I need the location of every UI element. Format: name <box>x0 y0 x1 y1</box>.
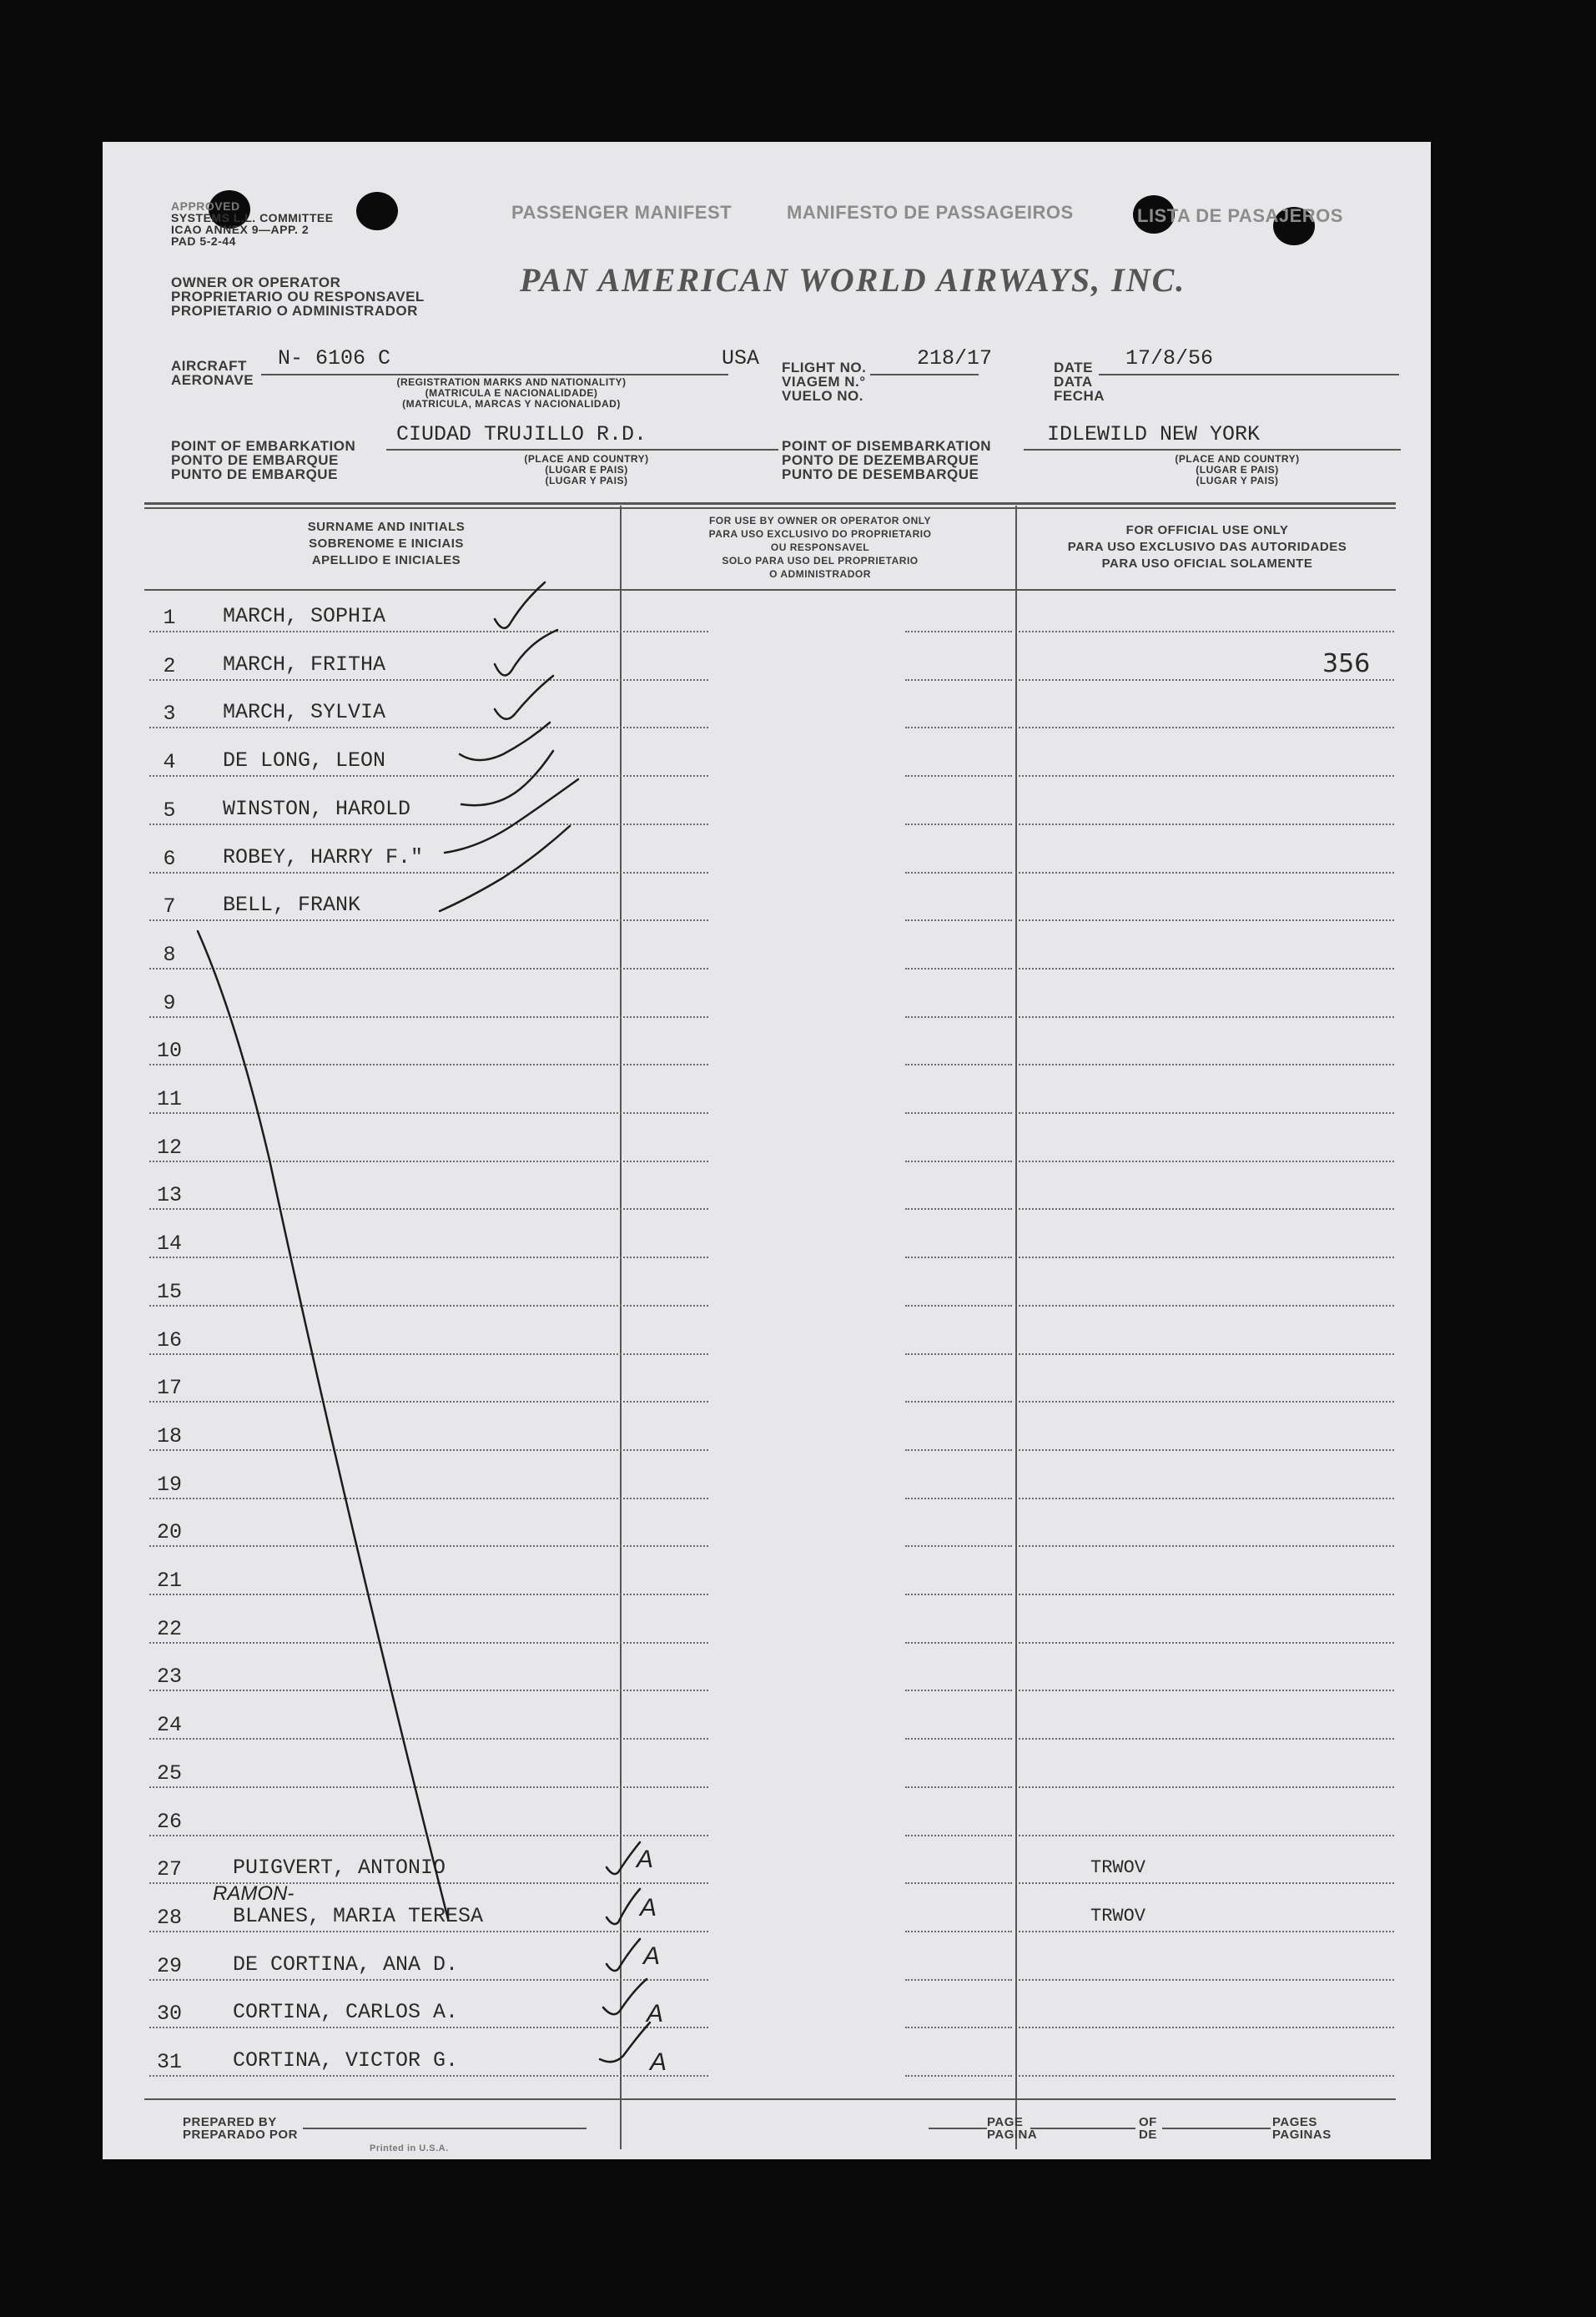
aircraft-label-pt: AERONAVE <box>171 372 254 388</box>
row-number: 31 <box>156 2050 182 2074</box>
date-value: 17/8/56 <box>1125 346 1214 370</box>
disembarkation-sub-pt: (LUGAR E PAIS) <box>1196 464 1279 476</box>
check-mark <box>460 723 550 760</box>
row-number: 24 <box>156 1713 182 1737</box>
passenger-name: DE CORTINA, ANA D. <box>233 1952 459 1977</box>
prepared-label <box>183 2116 298 2141</box>
check-mark <box>495 630 557 675</box>
disembarkation-sub-es: (LUGAR Y PAIS) <box>1196 475 1279 486</box>
passenger-name: WINSTON, HAROLD <box>223 797 411 821</box>
passenger-name: DE LONG, LEON <box>223 748 386 773</box>
pages-label-en: PAGES <box>1272 2115 1317 2129</box>
aircraft-sub-es: (MATRICULA, MARCAS Y NACIONALIDAD) <box>402 398 621 410</box>
row-number: 3 <box>163 702 176 726</box>
owner-label-pt: PROPRIETARIO OU RESPONSAVEL <box>171 289 425 305</box>
passenger-name: PUIGVERT, ANTONIO <box>233 1856 446 1880</box>
aircraft-nationality: USA <box>722 346 760 370</box>
column-header-line: PARA USO EXCLUSIVO DAS AUTORIDADES <box>1067 540 1347 554</box>
date-label-es: FECHA <box>1054 388 1105 404</box>
column-header-line: OU RESPONSAVEL <box>770 541 870 553</box>
row-number: 12 <box>156 1136 182 1160</box>
row-number: 27 <box>156 1857 182 1881</box>
printed-note: Printed in U.S.A. <box>370 2143 449 2153</box>
pages-label-es: PAGINAS <box>1272 2128 1332 2142</box>
flight-value: 218/17 <box>917 346 993 370</box>
approval-line: PAD 5-2-44 <box>171 234 236 248</box>
page-label-es: PAGINA <box>987 2128 1038 2142</box>
disembarkation-sub-en: (PLACE AND COUNTRY) <box>1175 453 1300 465</box>
row-number: 21 <box>156 1569 182 1593</box>
row-number: 8 <box>163 943 176 967</box>
company-name: PAN AMERICAN WORLD AIRWAYS, INC. <box>520 261 1186 299</box>
disembarkation-label-pt: PONTO DE DEZEMBARQUE <box>782 452 979 468</box>
manifest-title-en: PASSENGER MANIFEST <box>511 202 733 223</box>
aircraft-sub-en: (REGISTRATION MARKS AND NATIONALITY) <box>396 376 627 388</box>
handwritten-mark: A <box>650 2048 667 2076</box>
manifest-title-pt: MANIFESTO DE PASSAGEIROS <box>787 202 1074 223</box>
flight-label-en: FLIGHT NO. <box>782 360 867 375</box>
row-number: 19 <box>156 1473 182 1497</box>
official-entry: 356 <box>1322 649 1371 678</box>
column-header-line: O ADMINISTRADOR <box>769 568 871 580</box>
disembarkation-label-en: POINT OF DISEMBARKATION <box>782 438 992 454</box>
embarkation-sub-es: (LUGAR Y PAIS) <box>545 475 628 486</box>
check-mark <box>495 582 545 628</box>
pen-marks <box>103 142 1431 2159</box>
prepared-label-es: PREPARADO POR <box>183 2128 298 2142</box>
embarkation-label-pt: PONTO DE EMBARQUE <box>171 452 339 468</box>
aircraft-label-en: AIRCRAFT <box>171 358 247 374</box>
handwritten-mark: A <box>640 1894 657 1922</box>
date-label-pt: DATA <box>1054 374 1093 390</box>
passenger-name: BLANES, MARIA TERESA <box>233 1904 484 1928</box>
column-header-line: APELLIDO E INICIALES <box>311 553 461 567</box>
approval-line: APPROVED <box>171 199 240 213</box>
column-header-line: FOR USE BY OWNER OR OPERATOR ONLY <box>708 515 932 526</box>
column-header-line: SURNAME AND INITIALS <box>307 520 466 534</box>
approval-line: SYSTEMS L.L. COMMITTEE <box>171 211 334 224</box>
check-mark <box>603 1979 647 2014</box>
embarkation-sub-pt: (LUGAR E PAIS) <box>545 464 628 476</box>
approval-line: ICAO ANNEX 9—APP. 2 <box>171 223 310 236</box>
row-number: 11 <box>156 1087 182 1111</box>
passenger-name: MARCH, SOPHIA <box>223 604 386 628</box>
row-number: 1 <box>163 606 176 630</box>
embarkation-label-en: POINT OF EMBARKATION <box>171 438 356 454</box>
pages-label <box>1272 2116 1332 2141</box>
owner-label-es: PROPIETARIO O ADMINISTRADOR <box>171 303 418 319</box>
disembarkation-value: IDLEWILD NEW YORK <box>1047 422 1261 446</box>
manifest-sheet <box>103 142 1431 2159</box>
of-label <box>1139 2116 1157 2141</box>
passenger-name: CORTINA, CARLOS A. <box>233 2000 459 2024</box>
row-number: 4 <box>163 750 176 774</box>
embarkation-sub-en: (PLACE AND COUNTRY) <box>524 453 649 465</box>
row-number: 2 <box>163 654 176 678</box>
row-number: 9 <box>163 991 176 1015</box>
diagonal-strike <box>198 931 448 1919</box>
row-number: 23 <box>156 1665 182 1689</box>
row-number: 30 <box>156 2002 182 2026</box>
check-mark <box>440 826 570 911</box>
aircraft-value: N- 6106 C <box>278 346 391 370</box>
page-line-b <box>1030 2128 1135 2129</box>
handwritten-mark: A <box>637 1846 654 1873</box>
passenger-name: BELL, FRANK <box>223 893 361 917</box>
check-mark <box>607 1939 640 1971</box>
check-mark <box>607 1842 640 1874</box>
check-mark <box>445 779 578 853</box>
handwritten-mark: A <box>647 2000 664 2027</box>
row-number: 13 <box>156 1183 182 1207</box>
row-number: 5 <box>163 798 176 823</box>
column-header-line: PARA USO OFICIAL SOLAMENTE <box>1101 557 1313 571</box>
row-number: 17 <box>156 1376 182 1400</box>
column-header-line: SOLO PARA USO DEL PROPRIETARIO <box>722 555 919 567</box>
of-label-en: OF <box>1139 2115 1157 2129</box>
row-number: 29 <box>156 1954 182 1978</box>
check-mark <box>495 676 553 719</box>
owner-label-en: OWNER OR OPERATOR <box>171 275 341 290</box>
handwritten-mark: A <box>643 1942 661 1970</box>
row-number: 20 <box>156 1520 182 1544</box>
page-label-en: PAGE <box>987 2115 1024 2129</box>
prepared-label-en: PREPARED BY <box>183 2115 277 2129</box>
date-label-en: DATE <box>1054 360 1094 375</box>
of-line <box>1162 2128 1271 2129</box>
disembarkation-label-es: PUNTO DE DESEMBARQUE <box>782 466 979 482</box>
page-line-a <box>929 2128 987 2129</box>
annotation-ramon: RAMON- <box>213 1882 295 1905</box>
embarkation-label-es: PUNTO DE EMBARQUE <box>171 466 338 482</box>
check-mark <box>607 1889 640 1924</box>
passenger-name: CORTINA, VICTOR G. <box>233 2048 459 2073</box>
column-header-line: PARA USO EXCLUSIVO DO PROPRIETARIO <box>708 528 932 540</box>
of-label-es: DE <box>1139 2128 1157 2142</box>
row-number: 7 <box>163 894 176 919</box>
row-number: 14 <box>156 1232 182 1256</box>
official-entry: TRWOV <box>1090 1857 1146 1878</box>
row-number: 26 <box>156 1810 182 1834</box>
passenger-name: MARCH, SYLVIA <box>223 700 386 724</box>
flight-label-pt: VIAGEM N.° <box>782 374 866 390</box>
row-number: 18 <box>156 1424 182 1448</box>
flight-label-es: VUELO NO. <box>782 388 864 404</box>
row-number: 28 <box>156 1906 182 1930</box>
passenger-name: ROBEY, HARRY F." <box>223 845 424 869</box>
row-number: 22 <box>156 1617 182 1641</box>
row-number: 25 <box>156 1761 182 1786</box>
check-mark <box>600 2022 650 2062</box>
embarkation-value: CIUDAD TRUJILLO R.D. <box>396 422 647 446</box>
row-number: 16 <box>156 1328 182 1352</box>
aircraft-sub-pt: (MATRICULA E NACIONALIDADE) <box>425 387 598 399</box>
official-entry: TRWOV <box>1090 1906 1146 1927</box>
row-number: 10 <box>156 1039 182 1063</box>
column-header-line: SOBRENOME E INICIAIS <box>309 536 464 551</box>
row-number: 6 <box>163 847 176 871</box>
manifest-title-es: LISTA DE PASAJEROS <box>1137 205 1343 226</box>
row-number: 15 <box>156 1280 182 1304</box>
prepared-line <box>303 2128 587 2129</box>
passenger-name: MARCH, FRITHA <box>223 652 386 677</box>
column-header-line: FOR OFFICIAL USE ONLY <box>1125 523 1289 537</box>
